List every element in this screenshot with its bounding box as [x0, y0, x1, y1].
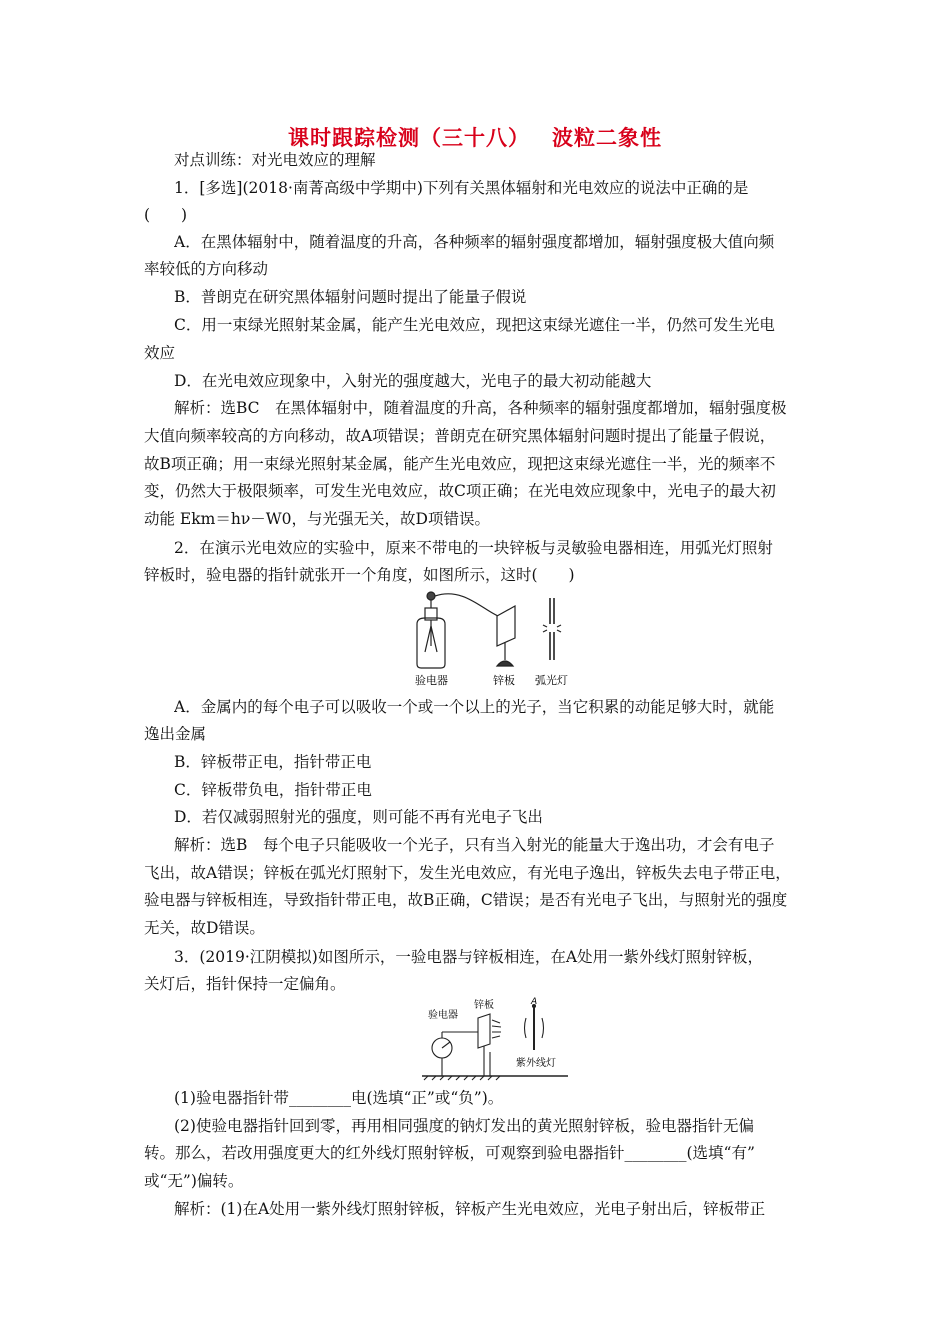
q2-option-b: B．锌板带正电，指针带正电 [174, 753, 372, 771]
q3-part2-line1: (2)使验电器指针回到零，再用相同强度的钠灯发出的黄光照射锌板，验电器指针无偏 [174, 1117, 754, 1135]
q3-stem-line1: 3．(2019·江阴模拟)如图所示，一验电器与锌板相连，在A处用一紫外线灯照射锌板， [174, 948, 764, 966]
q3-stem-line2: 关灯后，指针保持一定偏角。 [144, 975, 346, 993]
q2-stem-line1: 2．在演示光电效应的实验中，原来不带电的一块锌板与灵敏验电器相连，用弧光灯照射 [174, 539, 773, 557]
q1-option-a-line2: 率较低的方向移动 [144, 260, 269, 278]
q2-experiment-figure [405, 588, 585, 690]
q2-option-d: D．若仅减弱照射光的强度，则可能不再有光电子飞出 [174, 808, 543, 826]
q1-explanation-line5: 动能 Ekm＝hν－W0，与光强无关，故D项错误。 [144, 510, 490, 528]
title-main: 课时跟踪检测（三十八） [288, 126, 530, 150]
q1-stem-line2: ( ) [144, 206, 188, 224]
q2-option-a-line1: A．金属内的每个电子可以吸收一个或一个以上的光子，当它积累的动能足够大时，就能 [174, 698, 775, 716]
zinc-plate [497, 606, 515, 646]
q2-option-c: C．锌板带负电，指针带正电 [174, 781, 372, 799]
q1-option-c-line1: C．用一束绿光照射某金属，能产生光电效应，现把这束绿光遮住一半，仍然可发生光电 [174, 316, 775, 334]
q2-option-a-line2: 逸出金属 [144, 725, 207, 743]
label-point-a: A [531, 997, 538, 1007]
label-electroscope: 验电器 [415, 674, 448, 687]
q2-explanation-line1: 解析：选B 每个电子只能吸收一个光子，只有当入射光的能量大于逸出功，才会有电子 [174, 836, 775, 854]
q1-option-b: B．普朗克在研究黑体辐射问题时提出了能量子假说 [174, 288, 527, 306]
q1-explanation-line4: 变，仍然大于极限频率，可发生光电效应，故C项正确；在光电效应现象中，光电子的最大初 [144, 482, 776, 500]
label-zinc-plate: 锌板 [493, 674, 515, 687]
q1-option-a-line1: A．在黑体辐射中，随着温度的升高，各种频率的辐射强度都增加，辐射强度极大值向频 [174, 233, 775, 251]
label-arc-lamp: 弧光灯 [535, 674, 568, 687]
q2-stem-line2: 锌板时，验电器的指针就张开一个角度，如图所示，这时( ) [144, 566, 575, 584]
q3-part1: (1)验电器指针带________电(选填“正”或“负”)。 [174, 1089, 504, 1107]
q1-stem-line1: 1．[多选](2018·南菁高级中学期中)下列有关黑体辐射和光电效应的说法中正确的是 [174, 179, 749, 197]
q3-part2-line2: 转。那么，若改用强度更大的红外线灯照射锌板，可观察到验电器指针________(选填“有” [144, 1144, 755, 1162]
q1-explanation-line1: 解析：选BC 在黑体辐射中，随着温度的升高，各种频率的辐射强度都增加，辐射强度极 [174, 399, 787, 417]
title-sub: 波粒二象性 [552, 126, 662, 150]
zinc-plate [478, 1014, 490, 1048]
q3-experiment-figure [420, 996, 570, 1084]
q3-part2-line3: 或“无”)偏转。 [144, 1172, 244, 1190]
q1-option-d: D．在光电效应现象中，入射光的强度越大，光电子的最大初动能越大 [174, 372, 652, 390]
q2-explanation-line2: 飞出，故A错误；锌板在弧光灯照射下，发生光电效应，有光电子逸出，锌板失去电子带正电， [144, 864, 791, 882]
q1-explanation-line3: 故B项正确；用一束绿光照射某金属，能产生光电效应，现把这束绿光遮住一半，光的频率不 [144, 455, 776, 473]
q2-explanation-line4: 无关，故D错误。 [144, 919, 265, 937]
page-title [0, 122, 950, 152]
connecting-wire [435, 594, 503, 618]
label-electroscope: 验电器 [428, 1010, 458, 1021]
q1-explanation-line2: 大值向频率较高的方向移动，故A项错误；普朗克在研究黑体辐射问题时提出了能量子假说， [144, 427, 776, 445]
label-uv-lamp: 紫外线灯 [516, 1058, 556, 1069]
q3-explanation-line1: 解析：(1)在A处用一紫外线灯照射锌板，锌板产生光电效应，光电子射出后，锌板带正 [174, 1200, 766, 1218]
section-heading: 对点训练：对光电效应的理解 [174, 151, 376, 169]
label-zinc-plate: 锌板 [474, 1000, 494, 1011]
q1-option-c-line2: 效应 [144, 344, 176, 362]
electroscope-knob [427, 592, 435, 600]
q2-explanation-line3: 验电器与锌板相连，导致指针带正电，故B正确，C错误；是否有光电子飞出，与照射光的强度 [144, 891, 788, 909]
